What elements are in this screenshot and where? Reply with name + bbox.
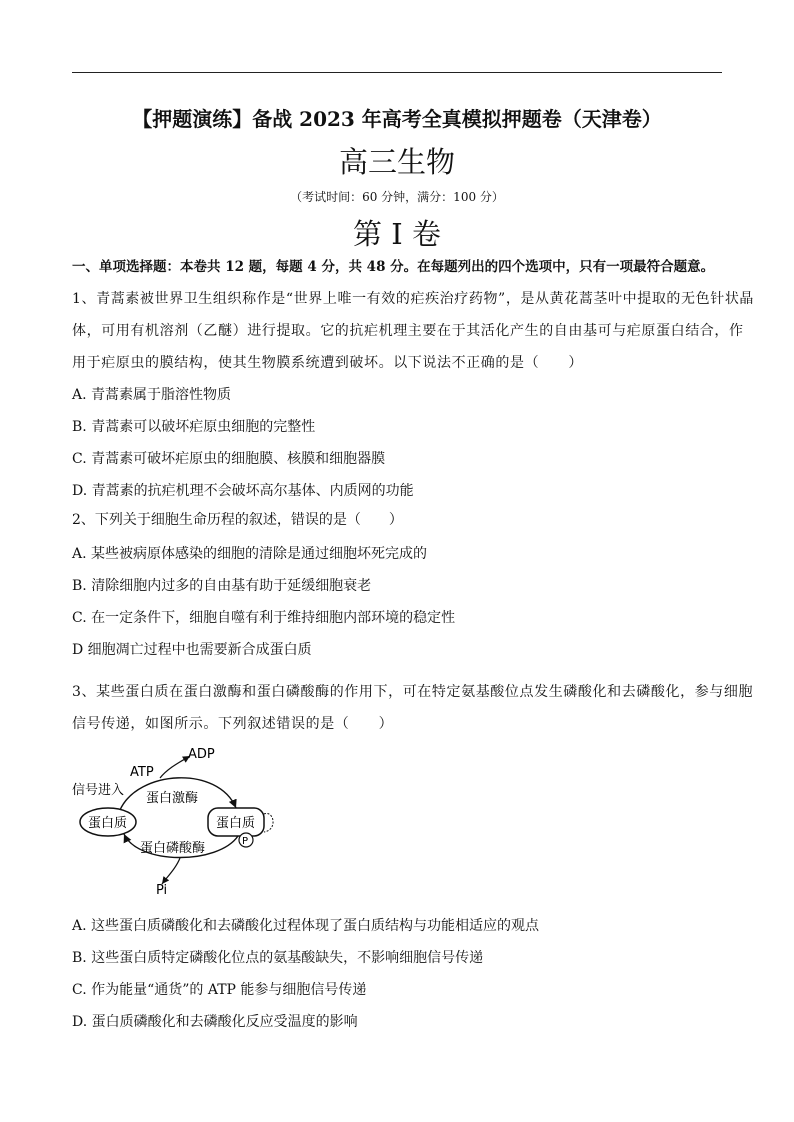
section-heading: 一、单项选择题：本卷共 12 题，每题 4 分，共 48 分。在每题列出的四个选项中，只有一项最符合题意。	[72, 259, 715, 275]
receptor-site	[264, 813, 273, 832]
q1-option-d: D. 青蒿素的抗疟机理不会破坏高尔基体、内质网的功能	[72, 483, 414, 499]
q3-stem-line: 信号传递，如图所示。下列叙述错误的是（ ）	[72, 716, 394, 732]
pi-arrow	[162, 858, 180, 884]
kinase-label: 蛋白激酶	[146, 791, 199, 806]
q1-stem-line: 体，可用有机溶剂（乙醚）进行提取。它的抗疟机理主要在于其活化产生的自由基可与疟原蛋白结合，作	[72, 323, 744, 339]
q1-option-c: C. 青蒿素可破坏疟原虫的细胞膜、核膜和细胞器膜	[72, 451, 386, 467]
q2-stem: 2、下列关于细胞生命历程的叙述，错误的是（ ）	[72, 512, 403, 528]
exam-title: 【押题演练】备战 2023 年高考全真模拟押题卷（天津卷）	[132, 107, 662, 131]
phosphate-label: P	[242, 836, 249, 847]
q2-option-a: A. 某些被病原体感染的细胞的清除是通过细胞坏死完成的	[72, 546, 428, 562]
q1-stem-line: 1、青蒿素被世界卫生组织称作是“世界上唯一有效的疟疾治疗药物”，是从黄花蒿茎叶中提取的无色针状晶	[72, 291, 755, 307]
pi-label: Pi	[156, 883, 168, 898]
protein-left-label: 蛋白质	[88, 816, 128, 831]
q3-stem-line: 3、某些蛋白质在蛋白激酶和蛋白磷酸酶的作用下，可在特定氨基酸位点发生磷酸化和去磷酸化，参与细胞	[72, 684, 754, 700]
adp-label: ADP	[188, 747, 215, 762]
atp-label: ATP	[130, 765, 154, 780]
q1-option-b: B. 青蒿素可以破坏疟原虫细胞的完整性	[72, 419, 316, 435]
atp-adp-arrow	[160, 756, 190, 778]
exam-info: （考试时间：60 分钟，满分：100 分）	[290, 190, 504, 204]
q2-option-c: C. 在一定条件下，细胞自噬有利于维持细胞内部环境的稳定性	[72, 610, 456, 626]
q3-option-b: B. 这些蛋白质特定磷酸化位点的氨基酸缺失，不影响细胞信号传递	[72, 950, 484, 966]
phosphorylation-diagram	[68, 740, 308, 900]
q1-stem-line: 用于疟原虫的膜结构，使其生物膜系统遭到破坏。以下说法不正确的是（ ）	[72, 355, 583, 371]
subject-title: 高三生物	[338, 145, 455, 179]
q2-option-d: D 细胞凋亡过程中也需要新合成蛋白质	[72, 642, 312, 658]
q1-option-a: A. 青蒿素属于脂溶性物质	[72, 387, 232, 403]
volume-title: 第 I 卷	[353, 217, 441, 251]
q3-option-c: C. 作为能量“通货”的 ATP 能参与细胞信号传递	[72, 982, 367, 998]
header-rule	[72, 72, 722, 73]
phosphatase-label: 蛋白磷酸酶	[140, 841, 206, 856]
signal-in-label: 信号进入	[72, 783, 125, 798]
q3-option-d: D. 蛋白质磷酸化和去磷酸化反应受温度的影响	[72, 1014, 358, 1030]
protein-right-label: 蛋白质	[216, 816, 256, 831]
q3-option-a: A. 这些蛋白质磷酸化和去磷酸化过程体现了蛋白质结构与功能相适应的观点	[72, 918, 540, 934]
q2-option-b: B. 清除细胞内过多的自由基有助于延缓细胞衰老	[72, 578, 372, 594]
